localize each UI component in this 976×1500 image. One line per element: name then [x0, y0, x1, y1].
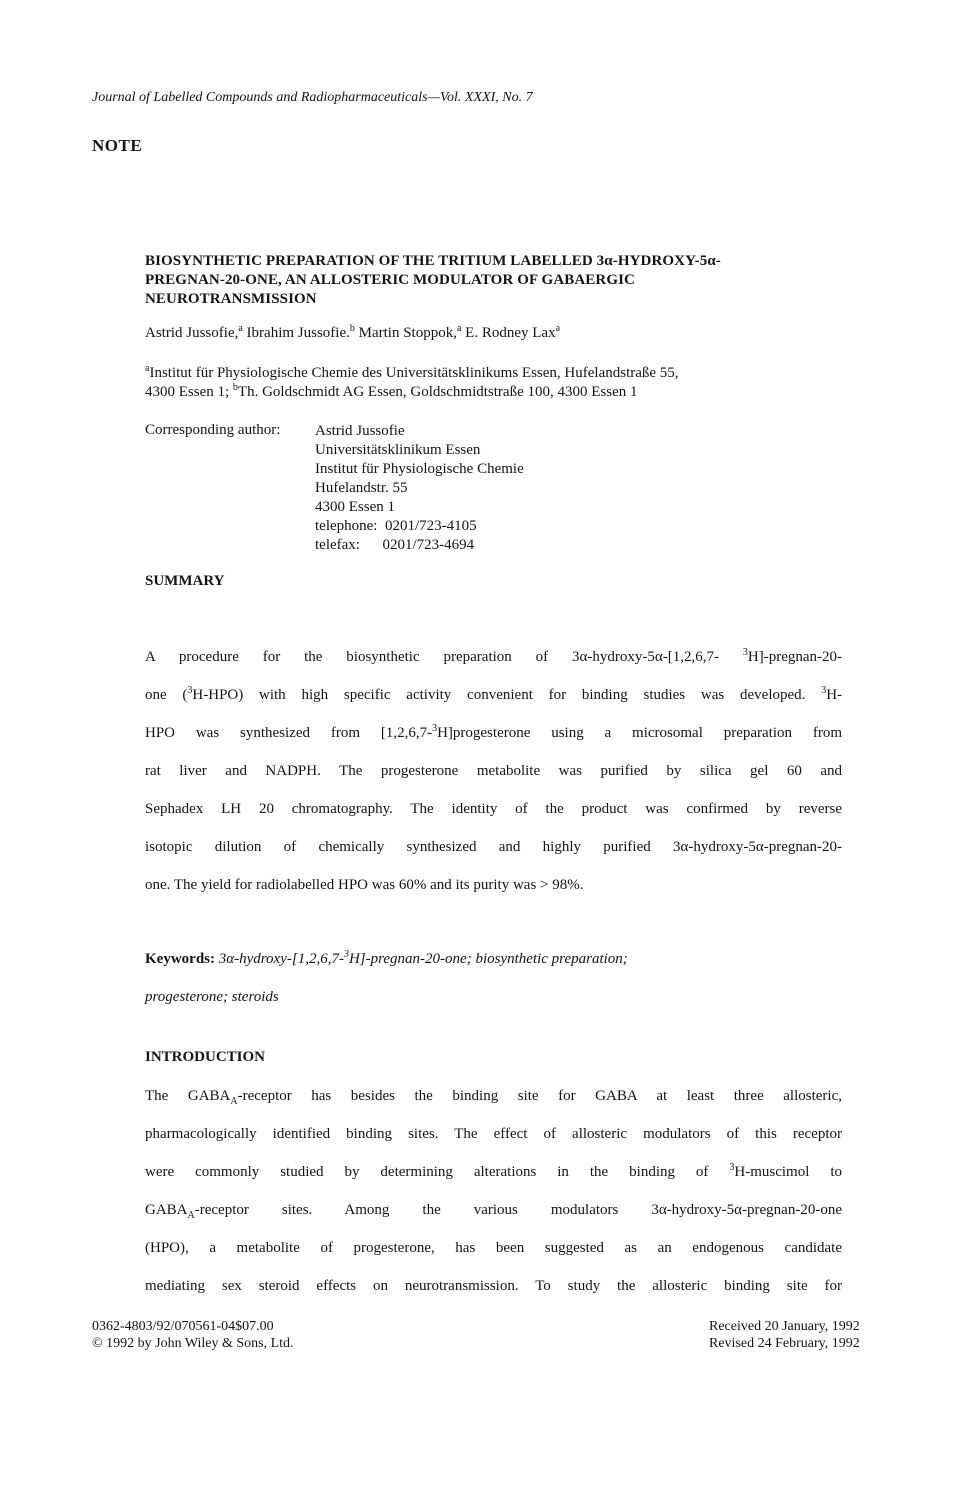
summary-line: HPO was synthesized from [1,2,6,7-$^3$H]progesterone using a microsomal preparation from: [145, 723, 843, 741]
journal-header: Journal of Labelled Compounds and Radiopharmaceuticals—Vol. XXXI, No. 7: [92, 90, 533, 105]
section-label: NOTE: [92, 136, 143, 155]
affil-mark: b: [232, 382, 238, 393]
affiliation-a: Institut für Physiologische Chemie des Universitätsklinikums Essen, Hufelandstraße 55,: [149, 365, 679, 381]
author-name: Ibrahim Jussofie.: [246, 325, 350, 341]
author-name: E. Rodney Lax: [465, 325, 556, 341]
keywords-line: progesterone; steroids: [145, 989, 279, 1005]
summary-line: one. The yield for radiolabelled HPO was 60% and its purity was > 98%.: [145, 877, 584, 893]
summary-line: isotopic dilution of chemically synthesized and highly purified 3α-hydroxy-5α-pregnan-20-: [145, 839, 842, 855]
address-line: telefax: 0201/723-4694: [315, 537, 475, 553]
introduction-heading: INTRODUCTION: [145, 1049, 266, 1065]
address-line: telephone: 0201/723-4105: [315, 518, 477, 534]
address-line: Astrid Jussofie: [315, 423, 405, 439]
affiliation-a-cont: 4300 Essen 1;: [145, 384, 230, 400]
summary-line: A procedure for the biosynthetic preparation of 3α-hydroxy-5α-[1,2,6,7- $^3$H]-pregnan-20-: [145, 647, 843, 665]
summary-body: [145, 638, 842, 904]
intro-line: $GABA_A$-receptor sites. Among the various modulators 3α-hydroxy-5α-pregnan-20-one: [145, 1202, 842, 1221]
introduction-body: [145, 1077, 842, 1305]
author-affil-mark: a: [456, 323, 462, 334]
affiliation-b: Th. Goldschmidt AG Essen, Goldschmidtstraße 100, 4300 Essen 1: [237, 384, 638, 400]
corresponding-label: Corresponding author:: [145, 422, 281, 438]
intro-line: mediating sex steroid effects on neurotransmission. To study the allosteric binding site for: [145, 1278, 842, 1294]
issn-code: 0362-4803/92/070561-04$07.00: [92, 1319, 274, 1334]
summary-line: one ($^3$H-HPO) with high specific activity convenient for binding studies was developed. $^3$H-: [145, 685, 843, 703]
keywords-line: Keywords: 3α-hydroxy-[1,2,6,7-$^3$H]-pregnan-20-one; biosynthetic preparation;: [145, 949, 628, 967]
title-line: BIOSYNTHETIC PREPARATION OF THE TRITIUM LABELLED 3α-HYDROXY-5α-: [145, 253, 721, 269]
copyright: © 1992 by John Wiley & Sons, Ltd.: [92, 1336, 294, 1351]
author-name: Astrid Jussofie,: [145, 325, 239, 341]
intro-line: (HPO), a metabolite of progesterone, has been suggested as an endogenous candidate: [145, 1240, 842, 1256]
title-line: PREGNAN-20-ONE, AN ALLOSTERIC MODULATOR OF GABAERGIC: [145, 272, 635, 288]
affil-mark: a: [145, 363, 150, 374]
author-list: [145, 325, 560, 342]
affiliations: [145, 364, 845, 402]
footer-left: [92, 1318, 294, 1352]
address-line: Hufelandstr. 55: [315, 480, 408, 496]
intro-line: were commonly studied by determining alterations in the binding of $^3$H-muscimol to: [145, 1162, 842, 1180]
summary-line: rat liver and NADPH. The progesterone metabolite was purified by silica gel 60 and: [145, 763, 842, 779]
keywords-label: Keywords:: [145, 951, 215, 967]
keywords: [145, 940, 842, 1016]
address-line: Universitätsklinikum Essen: [315, 442, 481, 458]
intro-line: The $GABA_A$-receptor has besides the binding site for GABA at least three allosteric,: [145, 1088, 843, 1107]
revised-date: Revised 24 February, 1992: [709, 1336, 860, 1351]
intro-line: pharmacologically identified binding sites. The effect of allosteric modulators of this receptor: [145, 1126, 842, 1142]
address-line: Institut für Physiologische Chemie: [315, 461, 524, 477]
address-line: 4300 Essen 1: [315, 499, 395, 515]
corresponding-address: [315, 422, 524, 555]
received-date: Received 20 January, 1992: [709, 1319, 860, 1334]
footer-right: [709, 1318, 860, 1352]
author-affil-mark: b: [349, 323, 355, 334]
title-line: NEUROTRANSMISSION: [145, 291, 317, 307]
author-name: Martin Stoppok,: [358, 325, 457, 341]
summary-heading: SUMMARY: [145, 573, 225, 589]
article-title: [145, 252, 845, 309]
author-affil-mark: a: [238, 323, 243, 334]
author-affil-mark: a: [555, 323, 561, 334]
summary-line: Sephadex LH 20 chromatography. The identity of the product was confirmed by reverse: [145, 801, 842, 817]
